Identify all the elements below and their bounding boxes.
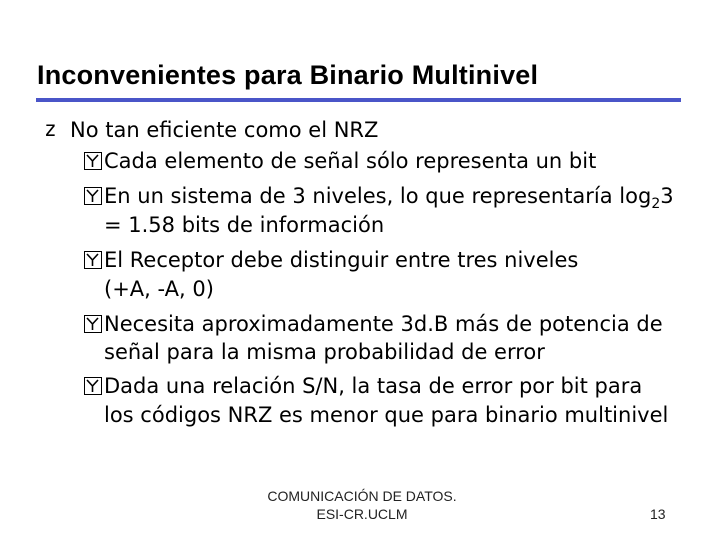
sub-bullet-5-line-1: Dada una relación S/N, la tasa de error por bit para [104, 374, 643, 398]
sub-bullet-2-line-2: = 1.58 bits de información [104, 213, 385, 237]
footer-course: COMUNICACIÓN DE DATOS. [267, 488, 457, 504]
bullet-marker-icon: z [44, 117, 57, 141]
log-subscript: 2 [651, 196, 661, 212]
sub-bullet-4-line-1: Necesita aproximadamente 3d.B más de potencia de [104, 312, 663, 336]
bullet-text: No tan eficiente como el NRZ [70, 118, 379, 142]
sub-bullet-2-text: En un sistema de 3 niveles, lo que representaría log [104, 184, 652, 208]
slide-title: Inconvenientes para Binario Multinivel [37, 60, 539, 90]
checkbox-bullet-icon [84, 152, 102, 170]
footer-school: ESI-CR.UCLM [316, 506, 408, 522]
log-argument: 3 [660, 184, 674, 208]
sub-bullet-5-line-2: los códigos NRZ es menor que para binario multinivel [104, 403, 669, 427]
title-underline [36, 98, 681, 102]
checkbox-bullet-icon [84, 187, 102, 205]
sub-bullet-4-line-2: señal para la misma probabilidad de error [104, 340, 545, 364]
footer [262, 487, 462, 523]
sub-bullet-1-line-1: Cada elemento de señal sólo representa un bit [104, 149, 597, 173]
checkbox-bullet-icon [84, 377, 102, 395]
sub-bullet-3-line-1: El Receptor debe distinguir entre tres niveles [104, 248, 579, 272]
page-number: 13 [650, 506, 666, 522]
checkbox-bullet-icon [84, 251, 102, 269]
sub-bullet-3-line-2: (+A, -A, 0) [104, 277, 214, 301]
checkbox-bullet-icon [84, 315, 102, 333]
